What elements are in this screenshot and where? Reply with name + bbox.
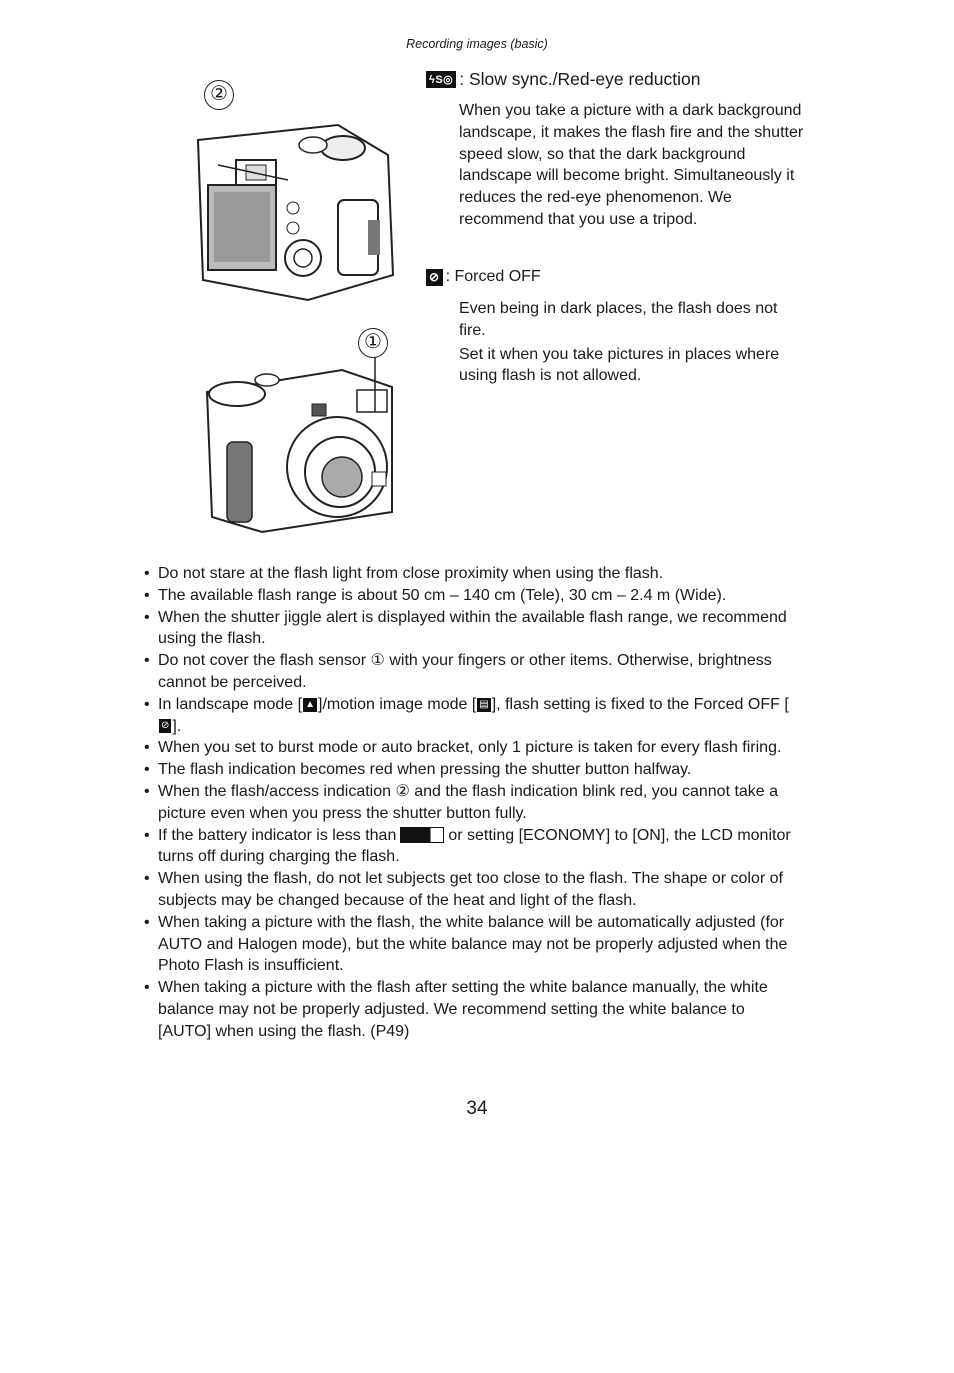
list-item <box>142 825 802 869</box>
list-item: • When you set to burst mode or auto bracket, only 1 picture is taken for every flash firing. <box>142 737 802 759</box>
list-item: • When the shutter jiggle alert is displayed within the available flash range, we recommend using the flash. <box>142 607 802 651</box>
list-item: • Do not cover the flash sensor ① with your fingers or other items. Otherwise, brightness cannot be perceived. <box>142 650 802 694</box>
forced-off-inline-icon: ⊘ <box>161 720 170 732</box>
notes-list <box>142 563 802 1043</box>
landscape-mode-icon: ▲ <box>305 698 315 710</box>
motion-image-mode-icon: ▤ <box>479 698 489 710</box>
landscape-text-2: ]/motion image mode [ <box>318 695 477 713</box>
list-item: • The available flash range is about 50 cm – 140 cm (Tele), 30 cm – 2.4 m (Wide). <box>142 585 802 607</box>
battery-text-1: If the battery indicator is less than <box>158 826 397 844</box>
landscape-text-4: ]. <box>172 717 182 735</box>
forced-off-icon: ⊘ <box>426 269 443 286</box>
list-item: • Do not stare at the flash light from close proximity when using the flash. <box>142 563 802 585</box>
list-item: • The flash indication becomes red when pressing the shutter button halfway. <box>142 759 802 781</box>
forced-off-description-2: Set it when you take pictures in places where using flash is not allowed. <box>459 345 780 385</box>
list-item: • When taking a picture with the flash, the white balance will be automatically adjusted (for AUTO and Halogen mode), but the white balance may not be properly adjusted when the Photo Flash is insufficient. <box>142 912 802 977</box>
page-number: 34 <box>466 1098 488 1119</box>
slow-sync-heading <box>426 69 806 90</box>
slow-sync-section <box>426 69 806 231</box>
forced-off-section <box>426 268 806 387</box>
battery-indicator-icon <box>400 827 444 843</box>
slow-sync-icon: ϟS◎ <box>426 71 456 88</box>
forced-off-title: : Forced OFF <box>445 268 541 285</box>
callout-two: ② <box>204 80 234 110</box>
slow-sync-description: When you take a picture with a dark background landscape, it makes the flash fire and the shutter speed slow, so that the dark background landscape will become bright. Simultaneously it reduces the red-eye phenomenon. We recommend that you use a tripod. <box>459 102 804 228</box>
list-item <box>142 694 802 738</box>
list-item: • When taking a picture with the flash after setting the white balance manually, the white balance may not be properly adjusted. We recommend setting the white balance to [AUTO] when using the flash. (P49) <box>142 977 802 1042</box>
slow-sync-title: : Slow sync./Red-eye reduction <box>459 69 701 89</box>
callout-one: ① <box>358 328 388 358</box>
landscape-text-1: In landscape mode [ <box>158 695 303 713</box>
camera-front-illustration <box>192 352 397 537</box>
battery-text-2: or setting [ECONOMY] to [ON], the LCD monitor turns off during charging the flash. <box>158 826 791 866</box>
landscape-text-3: ], flash setting is fixed to the Forced OFF [ <box>491 695 789 713</box>
page-header: Recording images (basic) <box>406 37 548 51</box>
list-item: • When the flash/access indication ② and the flash indication blink red, you cannot take a picture even when you press the shutter button fully. <box>142 781 802 825</box>
forced-off-heading <box>426 268 806 286</box>
forced-off-description-1: Even being in dark places, the flash does not fire. <box>459 300 778 339</box>
camera-back-illustration <box>188 100 398 305</box>
list-item: • When using the flash, do not let subjects get too close to the flash. The shape or color of subjects may be changed because of the heat and light of the flash. <box>142 868 802 912</box>
